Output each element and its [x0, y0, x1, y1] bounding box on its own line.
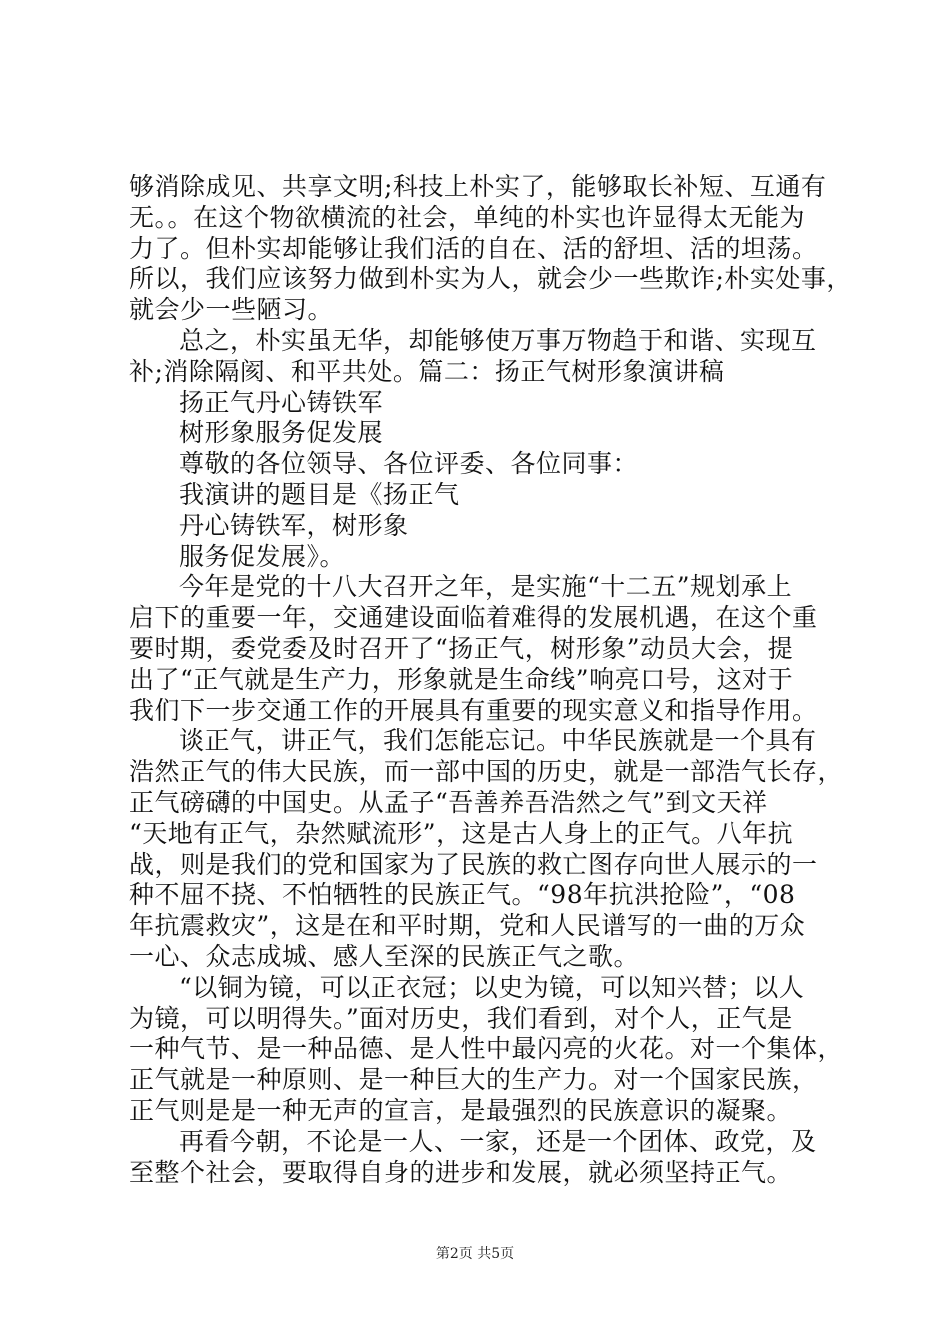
text-line: 一心、众志成城、感人至深的民族正气之歌。	[129, 941, 640, 971]
text-line: 补;消除隔阂、和平共处。篇二：扬正气树形象演讲稿	[129, 356, 725, 386]
text-line: 无。。在这个物欲横流的社会，单纯的朴实也许显得太无能为	[129, 202, 806, 232]
document-body	[129, 172, 852, 1188]
text-line: 正气磅礴的中国史。从孟子“吾善养吾浩然之气”到文天祥	[129, 787, 768, 817]
text-line: 尊敬的各位领导、各位评委、各位同事：	[179, 449, 639, 479]
text-line: 够消除成见、共享文明;科技上朴实了，能够取长补短、互通有	[129, 172, 827, 201]
text-line: “以铜为镜，可以正衣冠；以史为镜，可以知兴替；以人	[179, 972, 805, 1002]
text-line: 就会少一些陋习。	[129, 295, 334, 325]
text-line: 丹心铸铁军，树形象	[179, 510, 409, 540]
text-line: 今年是党的十八大召开之年，是实施“十二五”规划承上	[179, 572, 793, 602]
text-line: 扬正气丹心铸铁军	[179, 387, 384, 417]
text-line: 力了。但朴实却能够让我们活的自在、活的舒坦、活的坦荡。	[129, 233, 818, 263]
text-line: 再看今朝，不论是一人、一家，还是一个团体、政党，及	[179, 1126, 817, 1156]
text-line: 至整个社会，要取得自身的进步和发展，就必须坚持正气。	[129, 1157, 793, 1187]
text-line: 种不屈不挠、不怕牺牲的民族正气。“98年抗洪抢险”，“08	[129, 880, 796, 910]
text-line: 要时期，委党委及时召开了“扬正气，树形象”动员大会，提	[129, 633, 794, 663]
text-line: 所以，我们应该努力做到朴实为人，就会少一些欺诈;朴实处事，	[129, 264, 852, 294]
text-line: 出了“正气就是生产力，形象就是生命线”响亮口号，这对于	[129, 664, 794, 694]
text-line: 我们下一步交通工作的开展具有重要的现实意义和指导作用。	[129, 695, 818, 725]
text-line: 浩然正气的伟大民族，而一部中国的历史，就是一部浩气长存，	[129, 757, 844, 787]
text-line: 正气则是是一种无声的宣言，是最强烈的民族意识的凝聚。	[129, 1095, 793, 1125]
text-line: 树形象服务促发展	[179, 418, 384, 448]
text-line: 我演讲的题目是《扬正气	[179, 479, 460, 509]
text-line: 服务促发展》。	[179, 541, 346, 571]
text-line: 总之，朴实虽无华，却能够使万事万物趋于和谐、实现互	[179, 325, 817, 355]
text-line: 启下的重要一年，交通建设面临着难得的发展机遇，在这个重	[129, 603, 818, 633]
text-line: 一种气节、是一种品德、是人性中最闪亮的火花。对一个集体，	[129, 1034, 844, 1064]
text-line: 为镜，可以明得失。”面对历史，我们看到，对个人，正气是	[129, 1003, 793, 1033]
text-line: 年抗震救灾”，这是在和平时期，党和人民谱写的一曲的万众	[129, 911, 806, 941]
text-line: “天地有正气，杂然赋流形”，这是古人身上的正气。八年抗	[129, 818, 794, 848]
text-line: 正气就是一种原则、是一种巨大的生产力。对一个国家民族，	[129, 1065, 818, 1095]
page-number-footer: 第2页 共5页	[435, 1246, 515, 1262]
text-line: 战，则是我们的党和国家为了民族的救亡图存向世人展示的一	[129, 849, 818, 879]
text-line: 谈正气，讲正气，我们怎能忘记。中华民族就是一个具有	[179, 726, 817, 756]
